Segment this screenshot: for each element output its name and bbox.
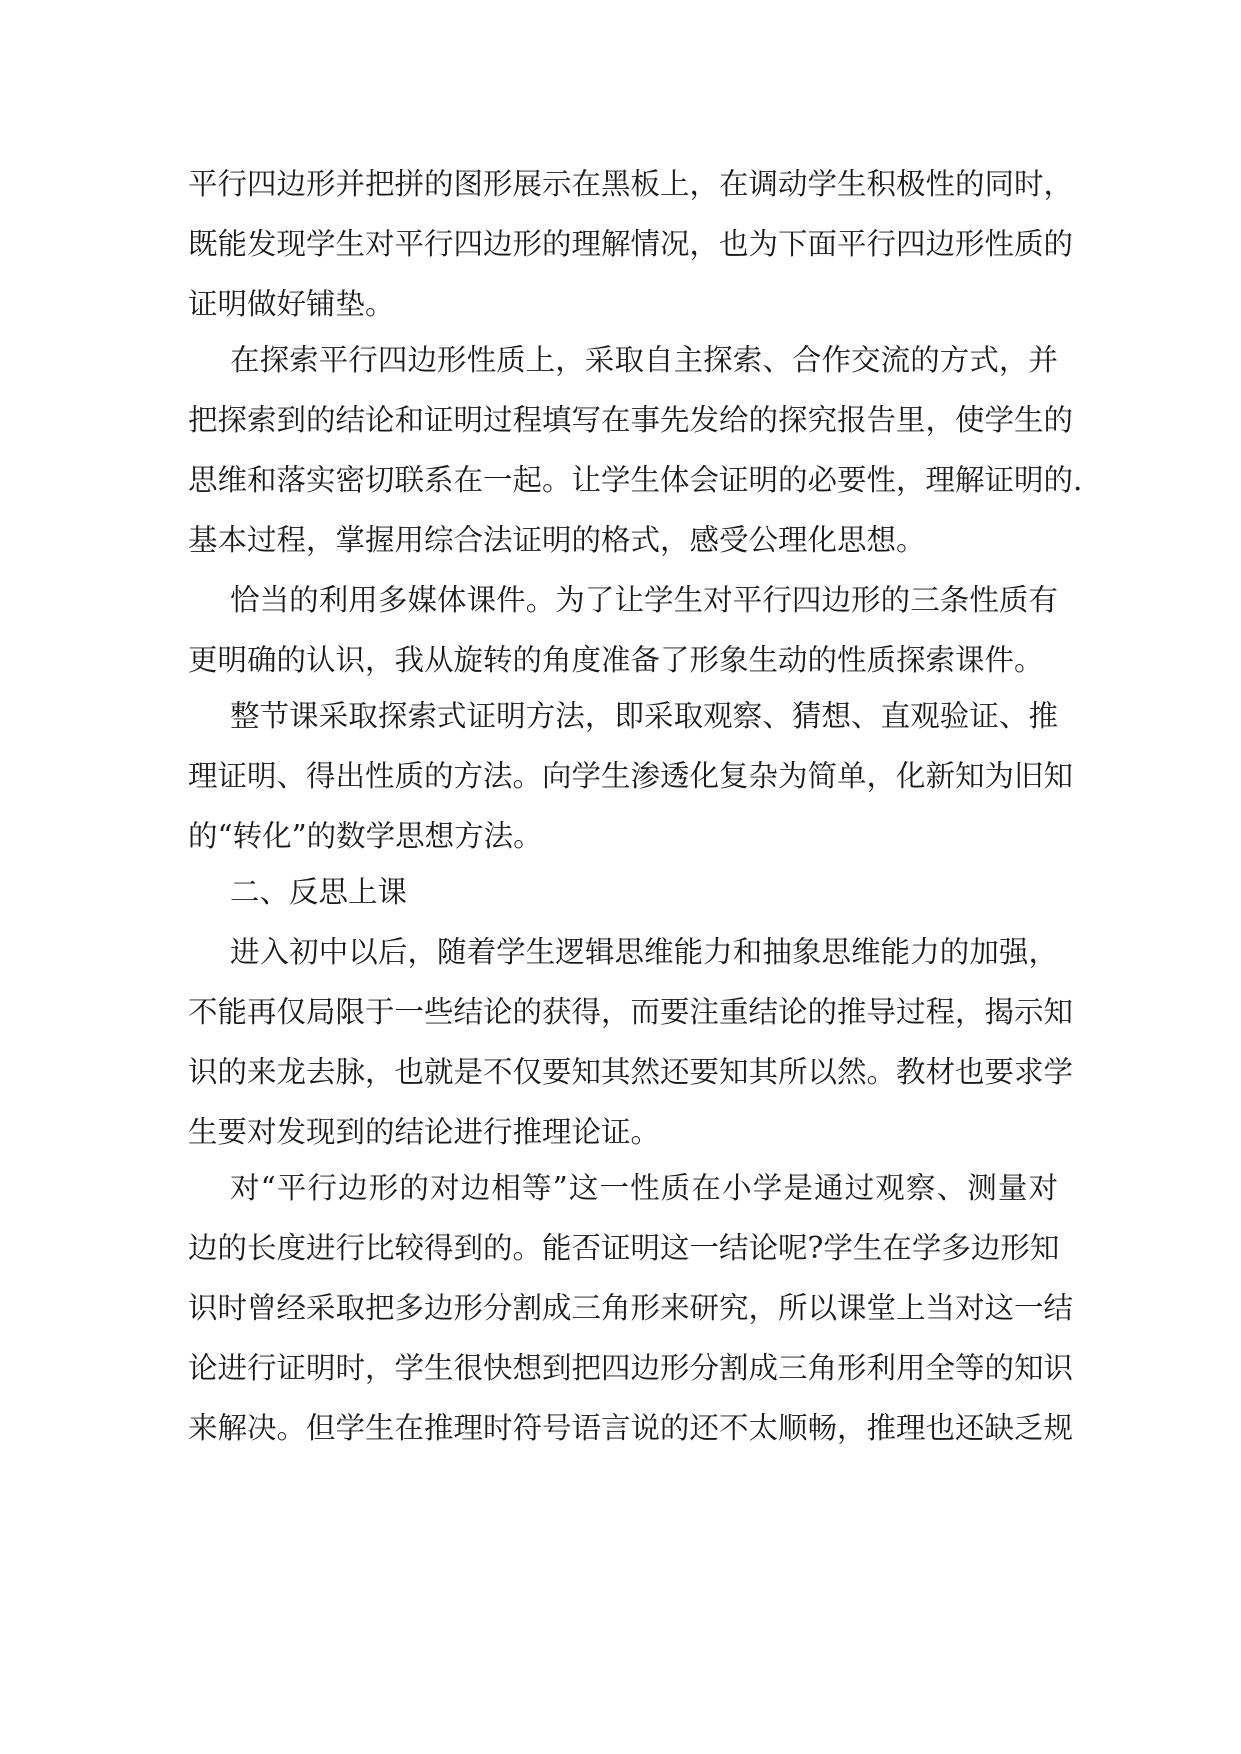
text-line: 来解决。但学生在推理时符号语言说的还不太顺畅，推理也还缺乏规	[188, 1411, 1074, 1445]
text-line: 生要对发现到的结论进行推理论证。	[188, 1115, 661, 1149]
text-line: 既能发现学生对平行四边形的理解情况，也为下面平行四边形性质的	[188, 227, 1074, 261]
text-line: 基本过程，掌握用综合法证明的格式，感受公理化思想。	[188, 523, 926, 557]
text-line: 把探索到的结论和证明过程填写在事先发给的探究报告里，使学生的	[188, 403, 1074, 437]
text-line: 识的来龙去脉，也就是不仅要知其然还要知其所以然。教材也要求学	[188, 1055, 1074, 1089]
text-line: 论进行证明时，学生很快想到把四边形分割成三角形利用全等的知识	[188, 1351, 1074, 1385]
text-line: 更明确的认识，我从旋转的角度准备了形象生动的性质探索课件。	[188, 643, 1044, 677]
text-line: 思维和落实密切联系在一起。让学生体会证明的必要性，理解证明的.	[188, 463, 1083, 497]
text-line: 理证明、得出性质的方法。向学生渗透化复杂为简单，化新知为旧知	[188, 759, 1074, 793]
text-line: 识时曾经采取把多边形分割成三角形来研究，所以课堂上当对这一结	[188, 1291, 1074, 1325]
text-line: 恰当的利用多媒体课件。为了让学生对平行四边形的三条性质有	[230, 583, 1058, 617]
text-line: 的“转化”的数学思想方法。	[188, 819, 543, 853]
text-line: 平行四边形并把拼的图形展示在黑板上，在调动学生积极性的同时，	[188, 167, 1074, 201]
text-line: 对“平行边形的对边相等”这一性质在小学是通过观察、测量对	[230, 1171, 1058, 1205]
text-line: 边的长度进行比较得到的。能否证明这一结论呢?学生在学多边形知	[188, 1231, 1060, 1265]
text-line: 进入初中以后，随着学生逻辑思维能力和抽象思维能力的加强，	[230, 935, 1058, 969]
text-line: 二、反思上课	[230, 875, 408, 909]
text-line: 在探索平行四边形性质上，采取自主探索、合作交流的方式，并	[230, 343, 1058, 377]
text-line: 证明做好铺垫。	[188, 287, 395, 321]
text-line: 整节课采取探索式证明方法，即采取观察、猜想、直观验证、推	[230, 699, 1058, 733]
text-line: 不能再仅局限于一些结论的获得，而要注重结论的推导过程，揭示知	[188, 995, 1074, 1029]
